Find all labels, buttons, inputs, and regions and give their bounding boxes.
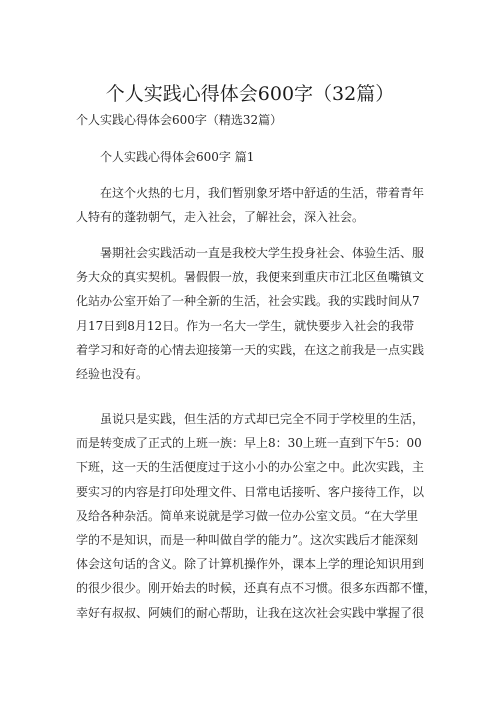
document-title: 个人实践心得体会600字（32篇） [105, 83, 395, 105]
paragraph [76, 241, 426, 386]
paragraph-line: 学的不是知识，而是一种叫做自学的能力”。这次实践后才能深刻 [76, 532, 419, 547]
paragraph-line: 暑期社会实践活动一直是我校大学生投身社会、体验生活、服 [100, 246, 425, 260]
paragraph-line: 下班，这一天的生活便度过于这小小的办公室之中。此次实践，主 [76, 460, 425, 475]
paragraph-line: 虽说只是实践，但生活的方式却已完全不同于学校里的生活， [100, 412, 425, 426]
paragraph-line: 在这个火热的七月，我们暂别象牙塔中舒适的生活，带着青年 [100, 186, 425, 200]
paragraph-line: 月17日到8月12日。作为一名大一学生，就快要步入社会的我带 [76, 318, 415, 333]
paragraph-line: 经验也没有。 [76, 366, 149, 381]
paragraph-line: 幸好有叔叔、阿姨们的耐心帮助，让我在这次社会实践中掌握了很 [76, 605, 425, 620]
paragraph [76, 181, 426, 229]
paragraph-line: 务大众的真实契机。暑假假一放，我便来到重庆市江北区鱼嘴镇文 [76, 270, 425, 285]
paragraph-line: 及给各种杂活。简单来说就是学习做一位办公室文员。“在大学里 [76, 508, 419, 523]
paragraph-line: 化站办公室开始了一种全新的生活，社会实践。我的实践时间从7 [76, 294, 420, 309]
paragraph-line: 着学习和好奇的心情去迎接第一天的实践，在这之前我是一点实践 [76, 342, 425, 357]
paragraph-line: 要实习的内容是打印处理文件、日常电话接听、客户接待工作，以 [76, 484, 425, 499]
paragraph-line: 体会这句话的含义。除了计算机操作外，课本上学的理论知识用到 [76, 557, 425, 572]
section-heading: 个人实践心得体会600字 篇1 [100, 150, 255, 164]
paragraph-line: 的很少很少。刚开始去的时候，还真有点不习惯。很多东西都不懂， [76, 581, 437, 596]
document-subtitle: 个人实践心得体会600字（精选32篇） [76, 113, 283, 127]
paragraph-line: 人特有的蓬勃朝气，走入社会，了解社会，深入社会。 [76, 210, 365, 225]
paragraph-line: 而是转变成了正式的上班一族：早上8：30上班一直到下午5：00 [76, 436, 422, 451]
paragraph [76, 407, 437, 625]
